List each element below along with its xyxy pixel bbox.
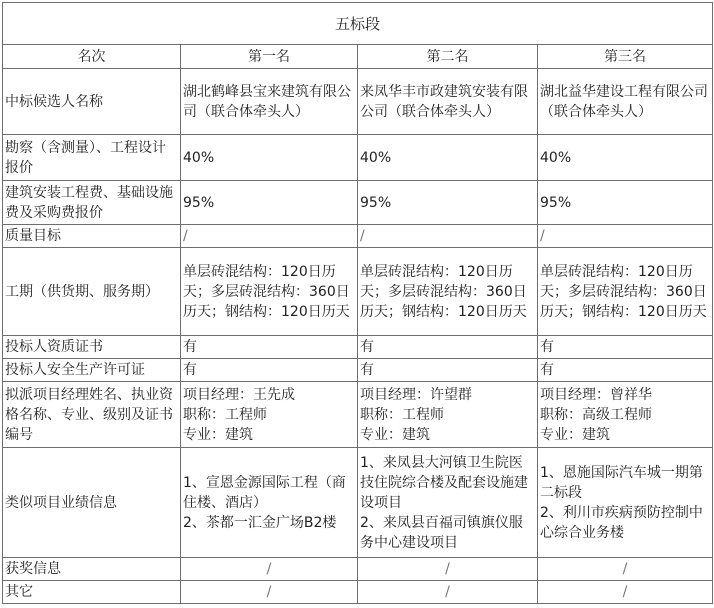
table-row	[3, 181, 713, 225]
row-label: 投标人安全生产许可证	[3, 359, 181, 382]
section-title: 五标段	[3, 3, 713, 45]
header-row	[3, 45, 713, 69]
cell-value: /	[538, 558, 713, 581]
cell-line: 2、利川市疾病预防控制中心综合业务楼	[540, 504, 703, 541]
table-row	[3, 382, 713, 448]
cell-line: 1、宣恩金源国际工程（商住楼、酒店）	[183, 474, 346, 511]
cell-value: 95%	[538, 181, 713, 225]
row-label: 质量目标	[3, 225, 181, 248]
cell-value: /	[358, 558, 538, 581]
header-rank-3: 第三名	[538, 45, 713, 69]
header-label: 名次	[3, 45, 181, 69]
cell-value	[181, 448, 358, 558]
row-label: 类似项目业绩信息	[3, 448, 181, 558]
cell-line: 1、恩施国际汽车城一期第二标段	[540, 464, 703, 501]
header-rank-2: 第二名	[358, 45, 538, 69]
cell-value: 40%	[358, 135, 538, 181]
cell-value: 有	[538, 336, 713, 359]
cell-value: 95%	[181, 181, 358, 225]
cell-line: 项目经理：曾祥华	[540, 386, 652, 403]
cell-line: 专业：建筑	[540, 426, 610, 443]
cell-value: /	[538, 225, 713, 248]
table-row	[3, 336, 713, 359]
cell-value: 单层砖混结构：120日历天；多层砖混结构：360日历天；钢结构：120日历天	[538, 248, 713, 336]
cell-line: 项目经理：王先成	[183, 386, 295, 403]
table-row	[3, 558, 713, 581]
cell-value: 有	[358, 359, 538, 382]
table-row	[3, 581, 713, 604]
cell-value: /	[358, 581, 538, 604]
bid-candidates-table	[2, 2, 713, 604]
cell-value: 95%	[358, 181, 538, 225]
cell-value: /	[181, 225, 358, 248]
cell-line: 职称：工程师	[360, 406, 444, 423]
cell-line: 项目经理：许望群	[360, 386, 472, 403]
cell-value: 湖北益华建设工程有限公司（联合体牵头人）	[538, 69, 713, 135]
cell-value: /	[358, 225, 538, 248]
table-row	[3, 248, 713, 336]
table-row	[3, 135, 713, 181]
cell-value: 来凤华丰市政建筑安装有限公司（联合体牵头人）	[358, 69, 538, 135]
cell-value: 有	[181, 336, 358, 359]
row-label: 中标候选人名称	[3, 69, 181, 135]
cell-value: /	[538, 581, 713, 604]
cell-value	[358, 448, 538, 558]
cell-line: 职称：高级工程师	[540, 406, 652, 423]
table-row	[3, 359, 713, 382]
header-rank-1: 第一名	[181, 45, 358, 69]
cell-value: 有	[181, 359, 358, 382]
table-title-row	[3, 3, 713, 45]
cell-value: 有	[358, 336, 538, 359]
cell-value: 40%	[538, 135, 713, 181]
table-row	[3, 69, 713, 135]
cell-value: 单层砖混结构：120日历天；多层砖混结构：360日历天；钢结构：120日历天	[181, 248, 358, 336]
cell-line: 1、来凤县大河镇卫生院医技住院综合楼及配套设施建设项目	[360, 454, 528, 511]
row-label: 勘察（含测量）、工程设计报价	[3, 135, 181, 181]
table-row	[3, 225, 713, 248]
bid-candidates-table-wrapper	[2, 2, 713, 604]
row-label: 获奖信息	[3, 558, 181, 581]
cell-line: 专业：建筑	[360, 426, 430, 443]
row-label: 建筑安装工程费、基础设施费及采购费报价	[3, 181, 181, 225]
cell-value: 湖北鹤峰县宝来建筑有限公司（联合体牵头人）	[181, 69, 358, 135]
row-label: 拟派项目经理姓名、执业资格名称、专业、级别及证书编号	[3, 382, 181, 448]
row-label: 工期（供货期、服务期）	[3, 248, 181, 336]
cell-value	[181, 382, 358, 448]
cell-line: 2、茶都一汇金广场B2楼	[183, 514, 337, 531]
cell-line: 职称：工程师	[183, 406, 267, 423]
cell-value: 40%	[181, 135, 358, 181]
table-row	[3, 448, 713, 558]
cell-value: 单层砖混结构：120日历天；多层砖混结构：360日历天；钢结构：120日历天	[358, 248, 538, 336]
row-label: 投标人资质证书	[3, 336, 181, 359]
cell-value	[538, 382, 713, 448]
row-label: 其它	[3, 581, 181, 604]
cell-value	[538, 448, 713, 558]
cell-line: 2、来凤县百福司镇旗仪服务中心建设项目	[360, 514, 523, 551]
cell-value: 有	[538, 359, 713, 382]
cell-line: 专业：建筑	[183, 426, 253, 443]
cell-value	[358, 382, 538, 448]
cell-value: /	[181, 581, 358, 604]
cell-value: /	[181, 558, 358, 581]
